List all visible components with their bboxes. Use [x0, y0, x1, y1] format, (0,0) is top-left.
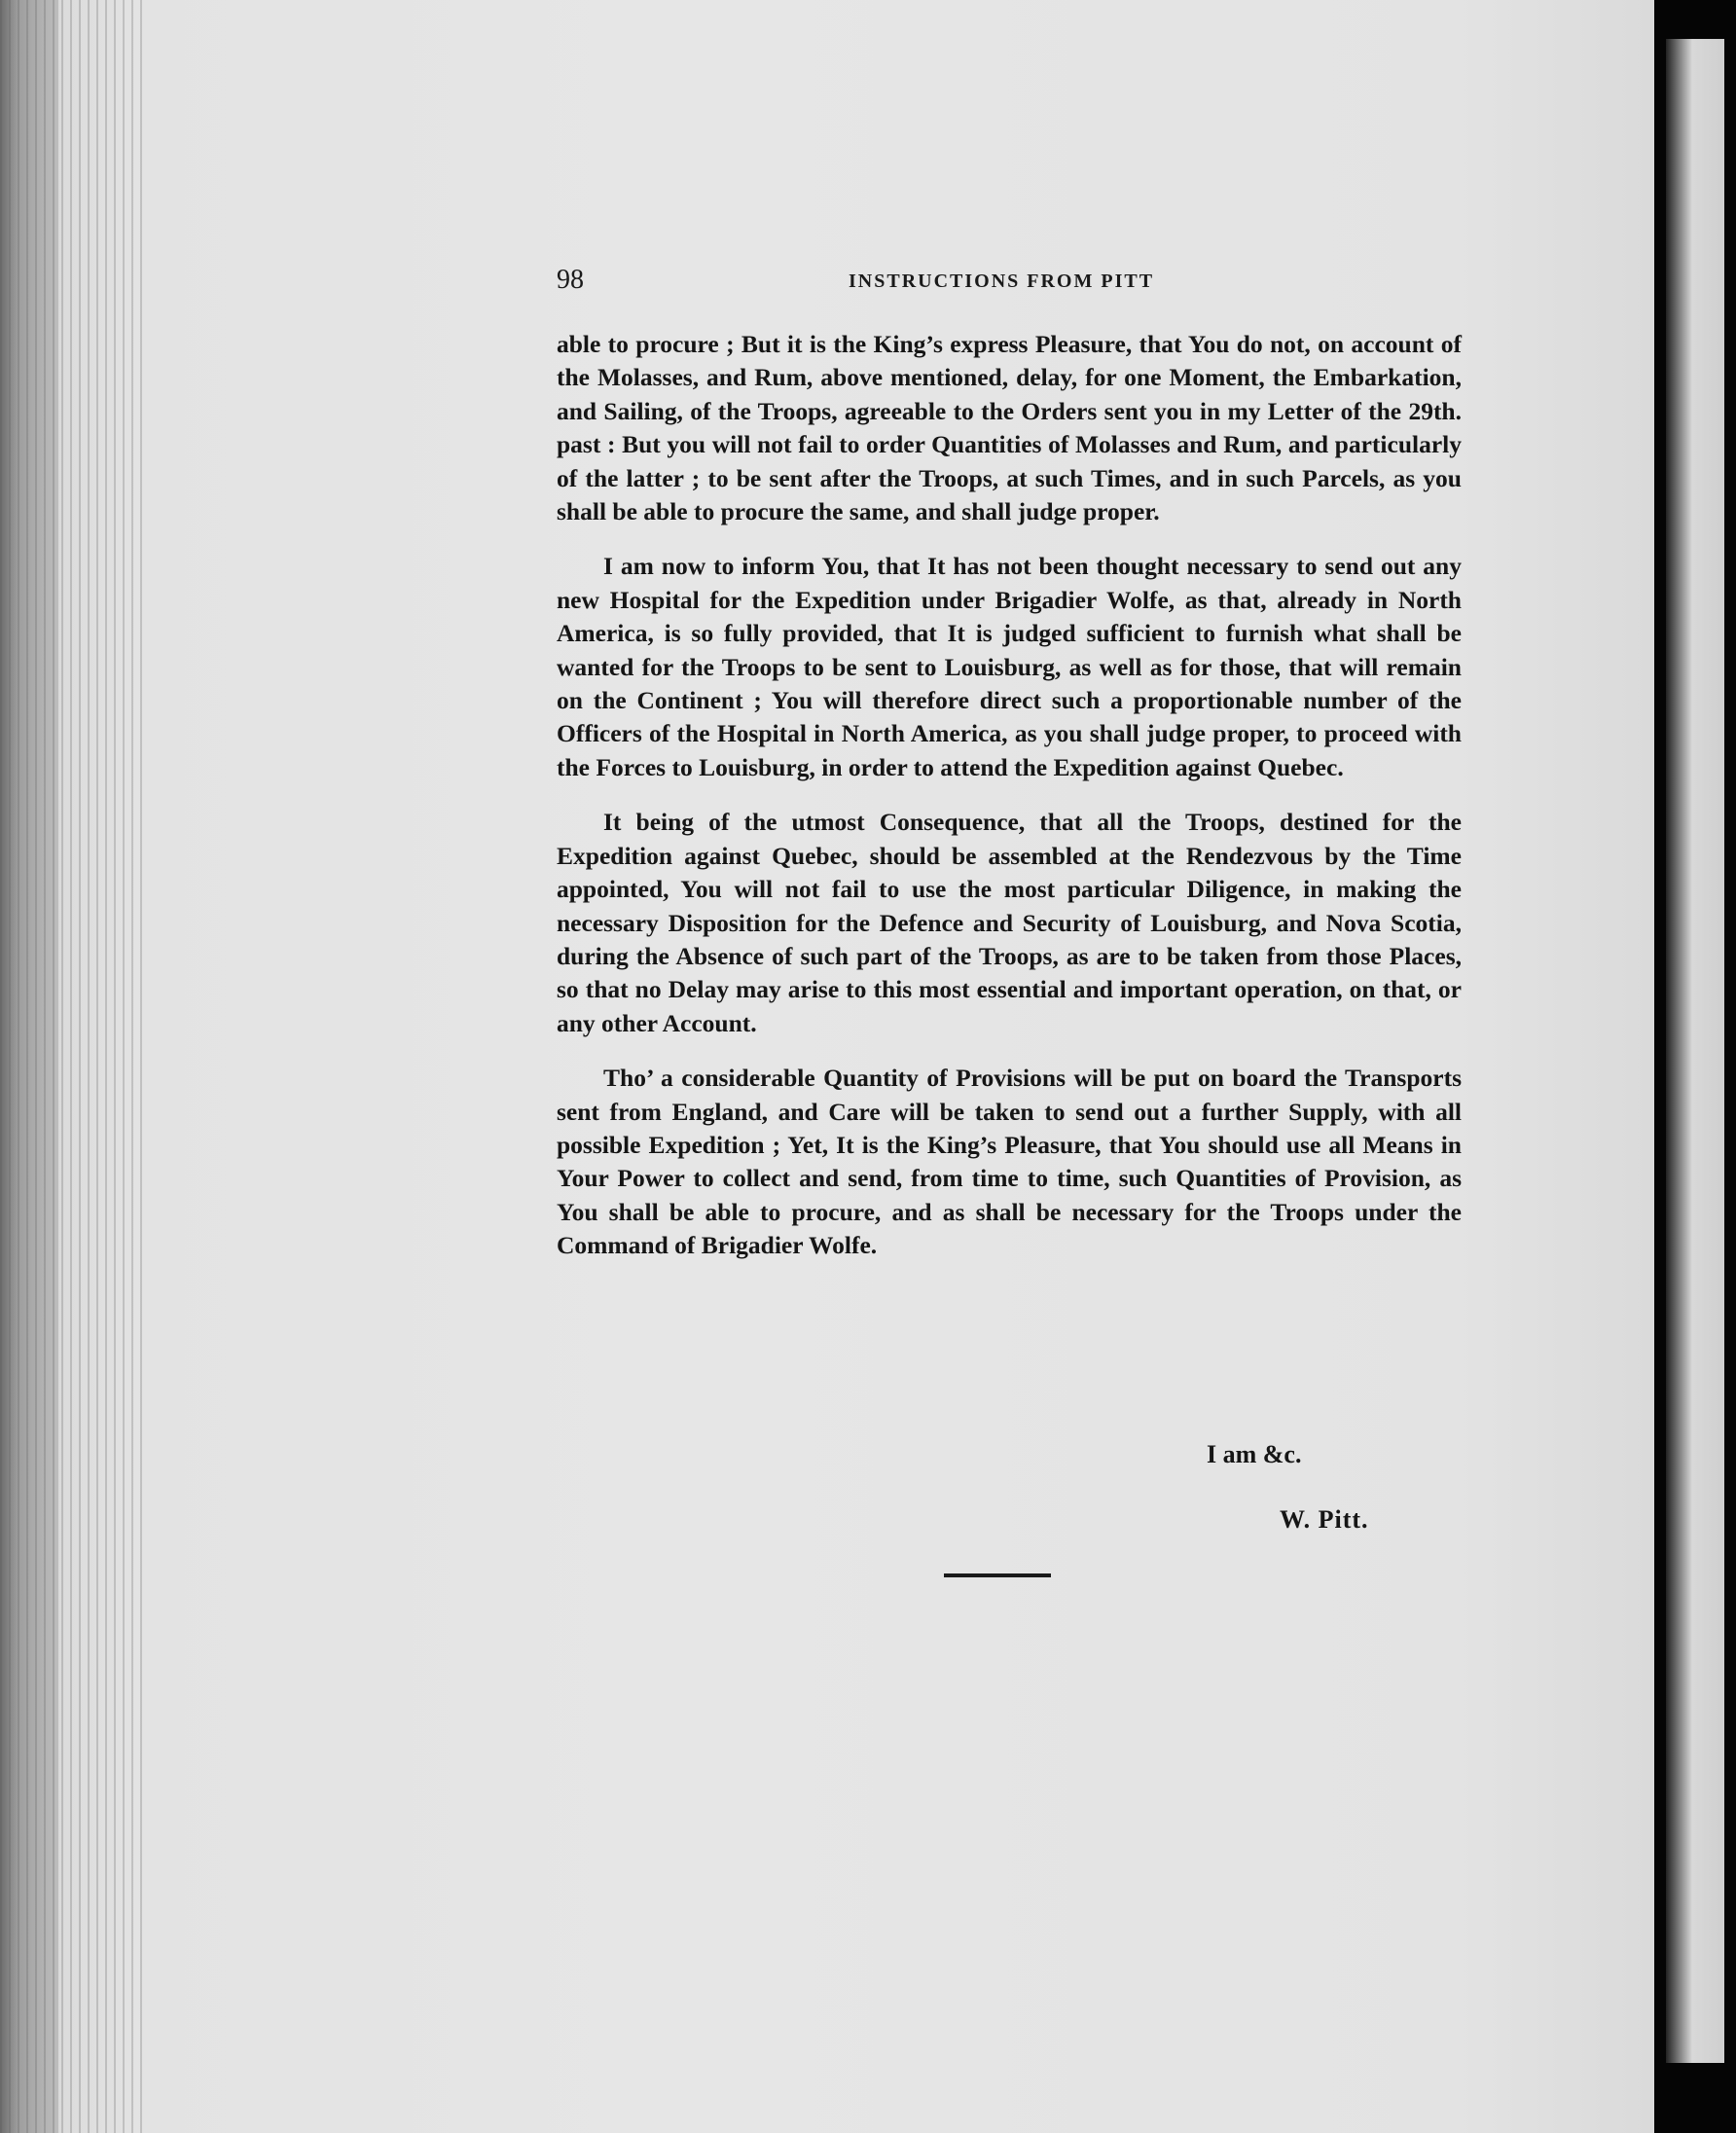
next-page-edge [1654, 0, 1736, 2133]
section-rule [944, 1573, 1051, 1577]
next-page-sliver [1666, 39, 1724, 2063]
paragraph-4: Tho’ a considerable Quantity of Provisions will be put on board the Transports sent from England, and Care will be taken to send out a further Supply, with all possible Expedition ; Yet, It is the King’s Pleasure, that You should use all Means in Your Power to collect and send, from time to time, such Quantities of Provision, as You shall be able to procure, and as shall be necessary for the Troops under the Command of Brigadier Wolfe. [557, 1064, 1462, 1260]
page-edges [0, 0, 146, 2133]
signature: W. Pitt. [1280, 1505, 1369, 1534]
paragraph-2: I am now to inform You, that It has not been thought necessary to send out any new Hospital for the Expedition under Brigadier Wolfe, as that, already in North America, is so fully provided, that It is judged sufficient to furnish what shall be wanted for the Troops to be sent to Louisburg, as well as for those, that will remain on the Continent ; You will therefore direct such a proportionable number of the Officers of the Hospital in North America, as you shall judge proper, to proceed with the Forces to Louisburg, in order to attend the Expedition against Quebec. [557, 552, 1462, 781]
page-number: 98 [557, 265, 584, 295]
running-title: INSTRUCTIONS FROM PITT [849, 271, 1155, 292]
body-text [557, 328, 1462, 1284]
paragraph-3: It being of the utmost Consequence, that all the Troops, destined for the Expedition against Quebec, should be assembled at the Rendezvous by the Time appointed, You will not fail to use the most particular Diligence, in making the necessary Disposition for the Defence and Security of Louisburg, and Nova Scotia, during the Absence of such part of the Troops, as are to be taken from those Places, so that no Delay may arise to this most essential and important operation, on that, or any other Account. [557, 808, 1462, 1037]
closing-line: I am &c. [1207, 1440, 1302, 1468]
running-head [557, 265, 1462, 304]
paragraph-1: able to procure ; But it is the King’s express Pleasure, that You do not, on account of the Molasses, and Rum, above mentioned, delay, for one Moment, the Embarkation, and Sailing, of the Troops, agreeable to the Orders sent you in my Letter of the 29th. past : But you will not fail to order Quantities of Molasses and Rum, and particularly of the latter ; to be sent after the Troops, at such Times, and in such Parcels, as you shall be able to procure the same, and shall judge proper. [557, 330, 1462, 526]
